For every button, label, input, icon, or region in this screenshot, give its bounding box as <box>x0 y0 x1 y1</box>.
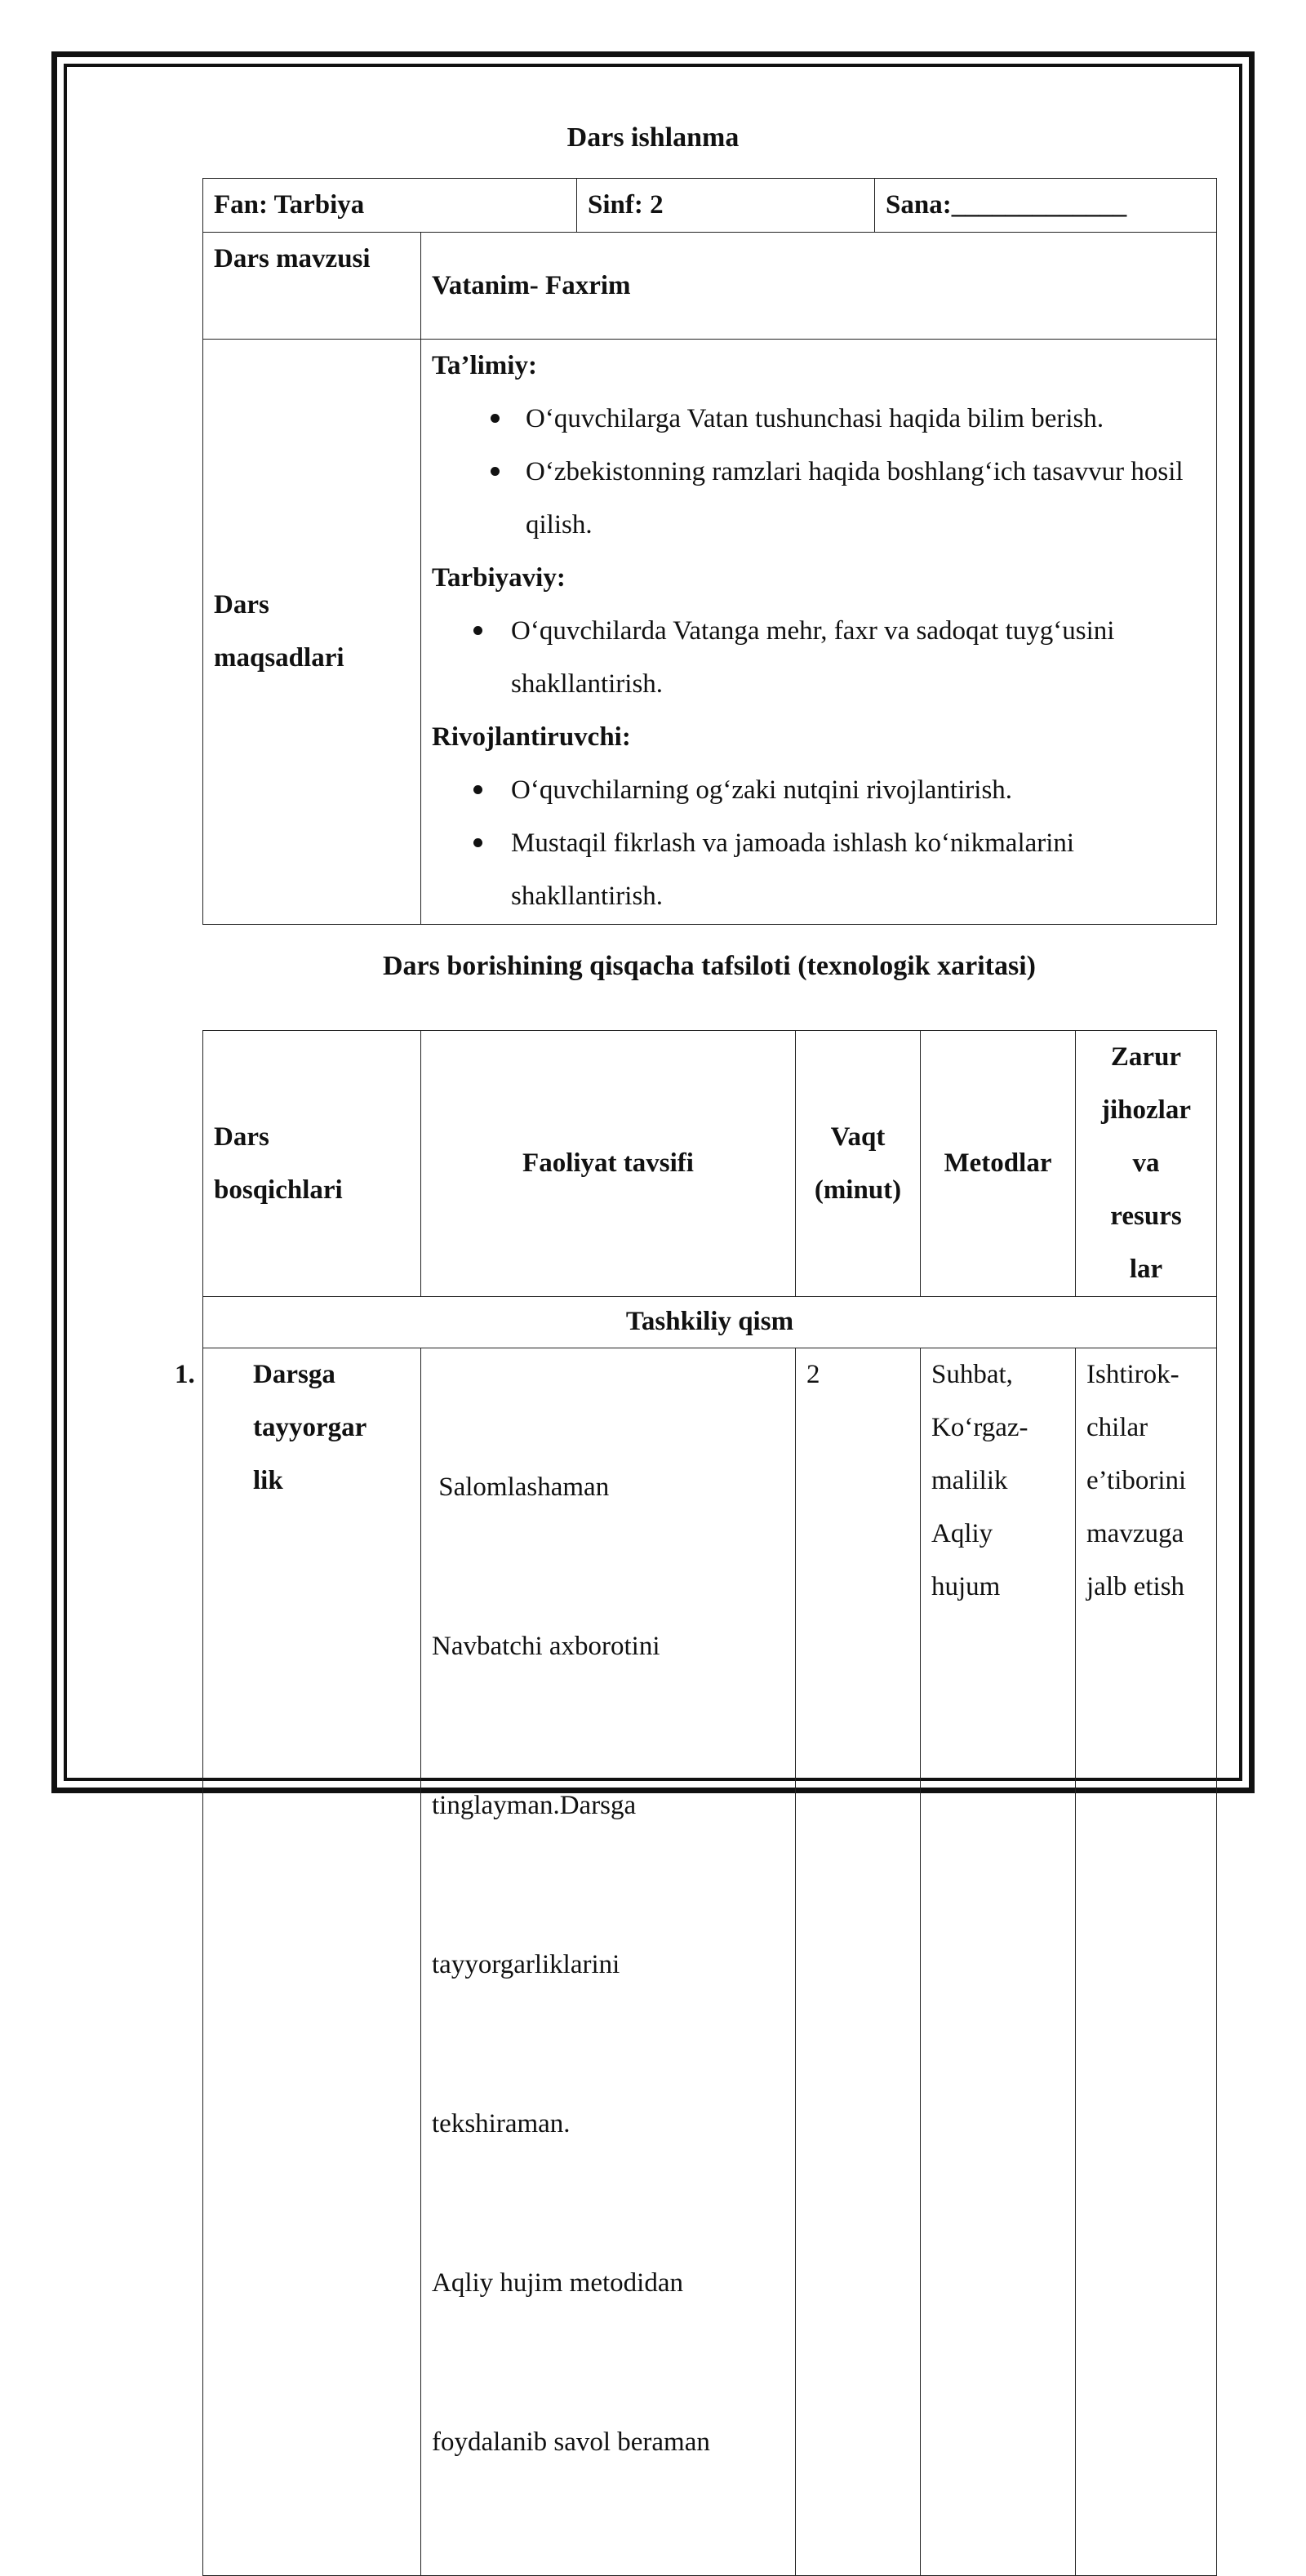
goal-heading: Ta’limiy: <box>432 351 537 380</box>
goal-list <box>511 605 1206 711</box>
goal-heading: Tarbiyaviy: <box>432 563 566 593</box>
resources-cell: Ishtirok- chilar e’tiborini mavzuga jalb etish <box>1076 1348 1217 2576</box>
subject-cell: Fan: Tarbiya <box>203 179 577 233</box>
goal-item: Mustaqil fikrlash va jamoada ishlash ko‘nikmalarini shakllantirish. <box>511 817 1206 923</box>
date-cell: Sana:_____________ <box>875 179 1217 233</box>
header-methods: Metodlar <box>921 1031 1076 1297</box>
goal-item: O‘zbekistonning ramzlari haqida boshlang‘ich tasavvur hosil qilish. <box>526 446 1206 552</box>
header-activity: Faoliyat tavsifi <box>421 1031 796 1297</box>
section-row-organizational: Tashkiliy qism <box>203 1297 1217 1348</box>
goal-heading: Rivojlantiruvchi: <box>432 722 631 752</box>
topic-value: Vatanim- Faxrim <box>421 233 1217 340</box>
stage-cell: 1. Darsga tayyorgar lik <box>203 1348 421 2576</box>
lesson-info-table <box>202 178 1217 925</box>
topic-label: Dars mavzusi <box>203 233 421 340</box>
bullet-icon <box>491 414 500 423</box>
bullet-icon <box>473 626 482 635</box>
goal-list <box>526 393 1206 552</box>
header-stages: Dars bosqichlari <box>203 1031 421 1297</box>
goal-list <box>511 764 1206 923</box>
goals-label-line1: Dars <box>214 590 269 620</box>
bullet-icon <box>491 467 500 476</box>
methods-cell: Suhbat, Ko‘rgaz- malilik Aqliy hujum <box>921 1348 1076 2576</box>
document-title: Dars ishlanma <box>566 122 740 153</box>
activity-cell: Salomlashaman Navbatchi axborotini tinglayman.Darsga tayyorgarliklarini tekshiraman. Aqliy hujim metodidan foydalanib savol beraman <box>421 1348 796 2576</box>
section-title: Dars borishining qisqacha tafsiloti (texnologik xaritasi) <box>382 951 1036 981</box>
header-resources: Zarur jihozlar va resurs lar <box>1076 1031 1217 1297</box>
grade-cell: Sinf: 2 <box>577 179 875 233</box>
goal-item: O‘quvchilarda Vatanga mehr, faxr va sadoqat tuyg‘usini shakllantirish. <box>511 605 1206 711</box>
header-time: Vaqt (minut) <box>796 1031 921 1297</box>
bullet-icon <box>473 838 482 847</box>
time-cell: 2 <box>796 1348 921 2576</box>
goals-label-line2: maqsadlari <box>214 643 344 673</box>
goal-item: O‘quvchilarga Vatan tushunchasi haqida bilim berish. <box>526 393 1206 446</box>
goals-label <box>203 340 421 925</box>
lesson-plan-table <box>175 1030 1217 2576</box>
bullet-icon <box>473 785 482 794</box>
goal-item: O‘quvchilarning og‘zaki nutqini rivojlantirish. <box>511 764 1206 817</box>
goals-cell <box>421 340 1217 925</box>
